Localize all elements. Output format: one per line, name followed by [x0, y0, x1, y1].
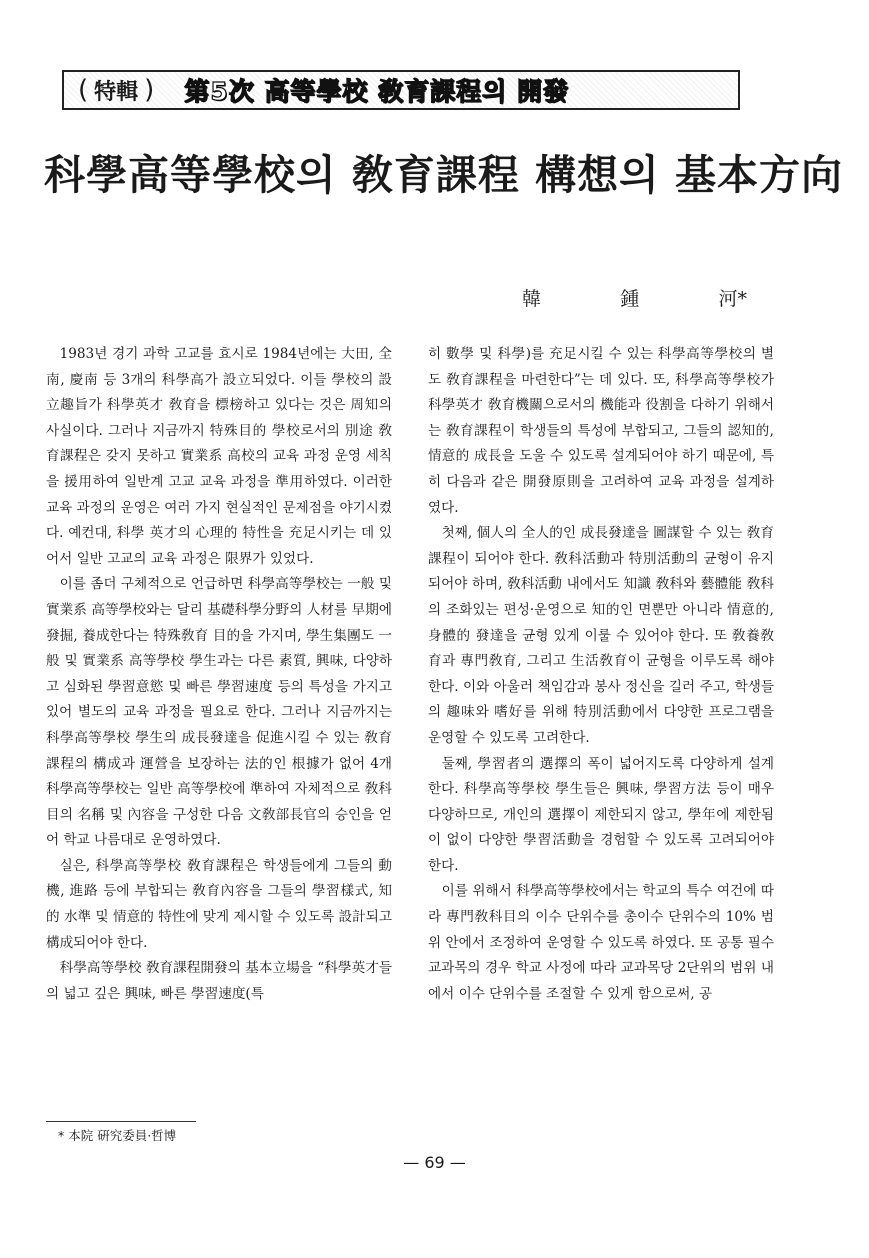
article-title: 科學高等學校의 敎育課程 構想의 基本方向 — [44, 151, 844, 199]
banner-tag — [78, 75, 154, 106]
footnote: * 本院 硏究委員·哲博 — [58, 1128, 177, 1143]
author-name-part: 鍾 — [620, 288, 640, 310]
author-name-part: 韓 — [522, 288, 542, 310]
paragraph: 첫째, 個人의 全人的인 成長發達을 圖謀할 수 있는 敎育課程이 되어야 한다. 敎科活動과 特別活動의 균형이 유지되어야 하며, 敎科活動 내에서도 知識 敎科와 藝體能 敎科의 조화있는 편성·운영으로 知的인 면뿐만 아니라 情意的, 身體的 發達을 균형 있게 이룰 수 있어야 한다. 또 敎養敎育과 專門敎育, 그리고 生活敎育이 균형을 이루도록 해야 한다. 이와 아울러 책임감과 봉사 정신을 길러 주고, 학생들의 趣味와 嗜好를 위해 特別活動에서 다양한 프로그램을 운영할 수 있도록 고려한다. — [428, 525, 774, 746]
left-column — [46, 342, 392, 1007]
author-name-part: 河* — [718, 288, 747, 310]
paragraph: 둘째, 學習者의 選擇의 폭이 넓어지도록 다양하게 설계한다. 科學高等學校 學生들은 興味, 學習方法 등이 매우 다양하므로, 개인의 選擇이 제한되지 않고, 學年에 제한됨이 없이 다양한 學習活動을 경험할 수 있도록 고려되어야 한다. — [428, 755, 774, 874]
author-name — [522, 284, 747, 311]
right-column — [428, 342, 774, 1007]
banner-close-paren: ) — [144, 75, 155, 105]
paragraph-continued: 히 數學 및 科學)를 充足시킬 수 있는 科學高等學校의 별도 敎育課程을 마련한다”는 데 있다. 또, 科學高等學校가 科學英才 敎育機關으로서의 機能과 役割을 다하기 위해서는 敎育課程이 학생들의 특성에 부합되고, 그들의 認知的, 情意的 成長을 도울 수 있도록 설계되어야 하기 때문에, 특히 다음과 같은 開發原則을 고려하여 교육 과정을 설계하였다. — [428, 346, 774, 516]
banner-open-paren: ( — [78, 75, 89, 105]
footnote-rule — [46, 1121, 196, 1122]
paragraph: 이를 좀더 구체적으로 언급하면 科學高等學校는 一般 및 實業系 高等學校와는 달리 基礎科學分野의 人材를 早期에 發掘, 養成한다는 特殊敎育 目的을 가지며, 學生集團도 一般 및 實業系 高等學校 學生과는 다른 素質, 興味, 다양하고 심화된 學習意慾 및 빠른 學習速度 등의 특성을 가지고 있어 별도의 교육 과정을 필요로 한다. 그러나 지금까지는 科學高等學校 學生의 成長發達을 促進시킬 수 있는 敎育課程의 構成과 運營을 보장하는 法的인 根據가 없어 4개 科學高等學校는 일반 高等學校에 準하여 자체적으로 敎科目의 名稱 및 內容을 구성한 다음 文敎部長官의 승인을 얻어 학교 나름대로 운영하였다. — [46, 576, 392, 849]
banner-tag-label: 特輯 — [94, 79, 139, 105]
paragraph: 실은, 科學高等學校 敎育課程은 학생들에게 그들의 動機, 進路 등에 부합되는 敎育內容을 그들의 學習樣式, 知的 水準 및 情意的 特性에 맞게 제시할 수 있도록 設計되고 構成되어야 한다. — [46, 857, 392, 951]
paragraph: 1983년 경기 과학 고교를 효시로 1984년에는 大田, 全南, 慶南 등 3개의 科學高가 設立되었다. 이들 學校의 設立趣旨가 科學英才 敎育을 標榜하고 있다는 것은 周知의 사실이다. 그러나 지금까지 特殊目的 學校로서의 別途 敎育課程은 갖지 못하고 實業系 高校의 교육 과정 운영 세칙을 援用하여 일반계 고교 교육 과정을 準用하였다. 이러한 교육 과정의 운영은 여러 가지 현실적인 문제점을 야기시켰다. 예컨대, 科學 英才의 心理的 特性을 充足시키는 데 있어서 일반 고교의 교육 과정은 限界가 있었다. — [46, 346, 392, 567]
page-number: — 69 — — [403, 1153, 466, 1172]
paragraph: 이를 위해서 科學高等學校에서는 학교의 특수 여건에 따라 專門敎科目의 이수 단위수를 총이수 단위수의 10% 범위 안에서 조정하여 운영할 수 있도록 하였다. 또 공통 필수 교과목의 경우 학교 사정에 따라 교과목당 2단위의 범위 내에서 이수 단위수를 조절할 수 있게 함으로써, 공 — [428, 883, 774, 1002]
special-feature-banner — [62, 70, 740, 110]
paragraph: 科學高等學校 敎育課程開發의 基本立場을 “科學英才들의 넓고 깊은 興味, 빠른 學習速度(특 — [46, 960, 392, 1002]
banner-title: 第5次 高等學校 敎育課程의 開發 — [184, 77, 569, 106]
